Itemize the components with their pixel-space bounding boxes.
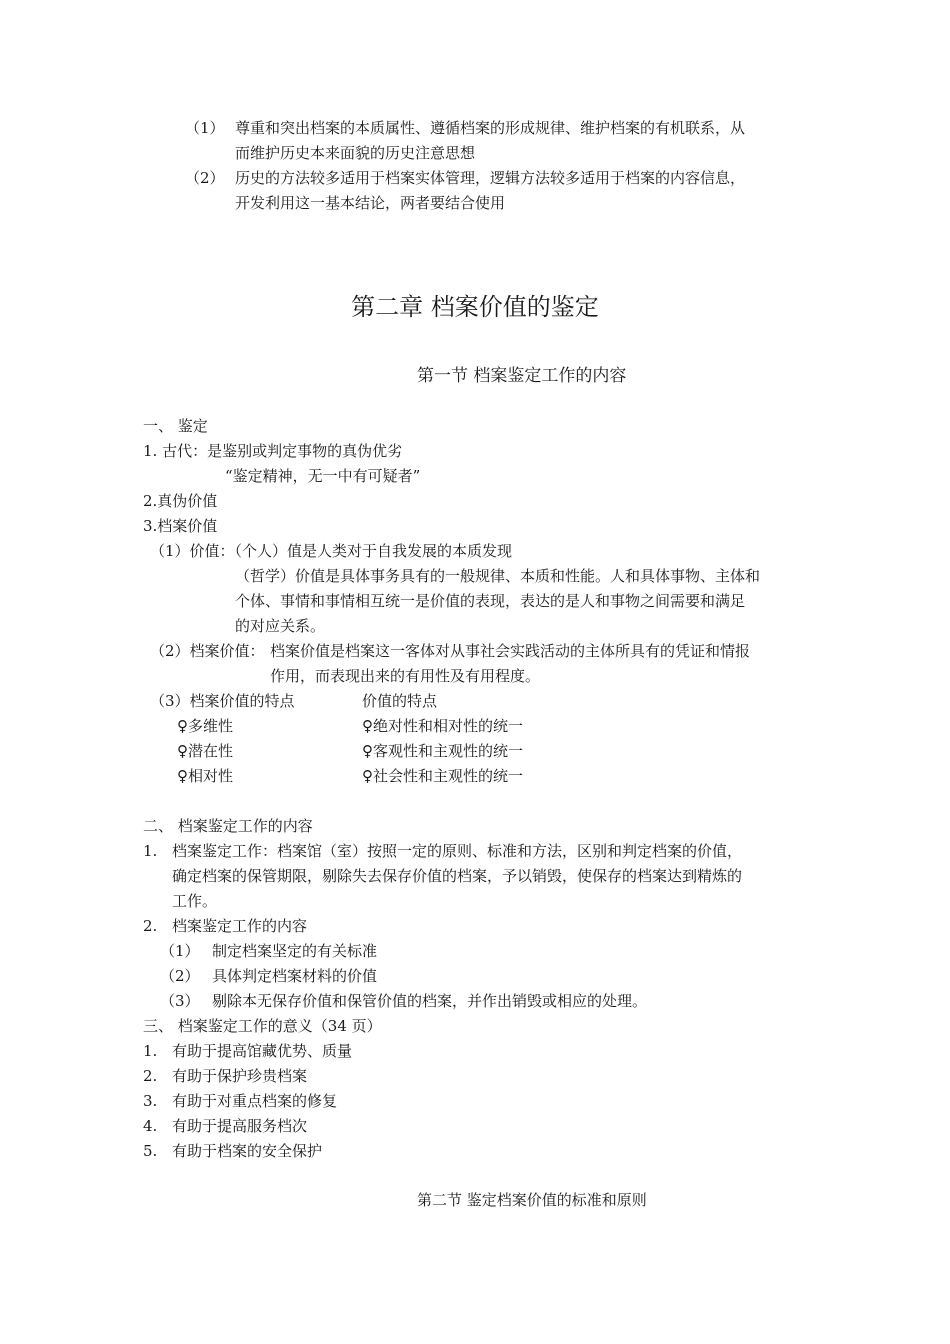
circle-q-icon: ♀ [362, 742, 373, 760]
part-2-content-heading: 档案鉴定工作的内容 [172, 917, 308, 935]
part-3-item-text: 有助于对重点档案的修复 [172, 1092, 338, 1110]
archive-value-features-heading: （3）档案价值的特点 [150, 692, 295, 710]
part-2-sub-number: （2） [160, 967, 200, 985]
part-2-sub-text: 制定档案坚定的有关标准 [212, 942, 378, 960]
value-definition-label: （1）价值： [150, 542, 235, 560]
part-3-item-number: 2. [143, 1067, 158, 1085]
value-definition-philosophy-line1: （哲学）价值是具体事务具有的一般规律、本质和性能。人和具体事物、主体和 [235, 567, 761, 585]
part-2-sub-number: （3） [160, 992, 200, 1010]
feature-right-item [362, 741, 523, 761]
value-features-heading: 价值的特点 [362, 692, 438, 710]
part-2-definition-number: 1. [143, 842, 158, 860]
part-3-item-text: 有助于提高服务档次 [172, 1117, 308, 1135]
circle-q-icon: ♀ [362, 767, 373, 785]
part-3-item-number: 1. [143, 1042, 158, 1060]
part-2-sub-text: 剔除本无保存价值和保管价值的档案，并作出销毁或相应的处理。 [212, 992, 648, 1010]
feature-right-item [362, 766, 523, 786]
intro-item-1-text-line2: 而维护历史本来面貌的历史注意思想 [235, 144, 476, 162]
circle-q-icon: ♀ [177, 742, 188, 760]
intro-item-2-text-line1: 历史的方法较多适用于档案实体管理，逻辑方法较多适用于档案的内容信息， [235, 169, 746, 187]
chapter-title: 第二章 档案价值的鉴定 [351, 293, 599, 321]
feature-left-text: 多维性 [187, 717, 233, 735]
feature-left-text: 相对性 [187, 767, 233, 785]
feature-left-item [177, 766, 233, 786]
intro-item-2-number: （2） [185, 169, 225, 187]
intro-item-1-number: （1） [185, 119, 225, 137]
feature-right-text: 绝对性和相对性的统一 [372, 717, 523, 735]
circle-q-icon: ♀ [177, 717, 188, 735]
value-definition-philosophy-line2: 个体、事情和事情相互统一是价值的表现，表达的是人和事物之间需要和满足 [235, 592, 746, 610]
part-2-definition-line2: 确定档案的保管期限，剔除失去保存价值的档案，予以销毁，使保存的档案达到精炼的 [172, 867, 743, 885]
part-1-item-2: 2.真伪价值 [143, 492, 218, 510]
part-2-content-number: 2. [143, 917, 158, 935]
archive-value-line2: 作用，而表现出来的有用性及有用程度。 [270, 667, 541, 685]
part-3-item-number: 3. [143, 1092, 158, 1110]
circle-q-icon: ♀ [362, 717, 373, 735]
circle-q-icon: ♀ [177, 767, 188, 785]
part-1-item-1: 1. 古代：是鉴别或判定事物的真伪优劣 [143, 442, 403, 460]
feature-left-item [177, 716, 233, 736]
part-1-quote: “鉴定精神，无一中有可疑者” [225, 467, 421, 485]
feature-left-text: 潜在性 [187, 742, 233, 760]
intro-item-2-text-line2: 开发利用这一基本结论，两者要结合使用 [235, 194, 506, 212]
part-1-item-3: 3.档案价值 [143, 517, 218, 535]
section-1-title: 第一节 档案鉴定工作的内容 [417, 366, 627, 386]
archive-value-line1: 档案价值是档案这一客体对从事社会实践活动的主体所具有的凭证和情报 [270, 642, 751, 660]
feature-right-text: 社会性和主观性的统一 [372, 767, 523, 785]
feature-right-item [362, 716, 523, 736]
part-1-heading: 一、 鉴定 [143, 417, 208, 435]
part-3-heading: 三、 档案鉴定工作的意义（34 页） [143, 1017, 382, 1035]
value-definition-philosophy-line3: 的对应关系。 [235, 617, 326, 635]
part-2-heading: 二、 档案鉴定工作的内容 [143, 817, 313, 835]
part-3-item-text: 有助于档案的安全保护 [172, 1142, 323, 1160]
feature-left-item [177, 741, 233, 761]
part-2-sub-number: （1） [160, 942, 200, 960]
section-2-title: 第二节 鉴定档案价值的标准和原则 [417, 1191, 647, 1209]
archive-value-label: （2）档案价值： [150, 642, 265, 660]
part-2-definition-line3: 工作。 [172, 892, 218, 910]
intro-item-1-text-line1: 尊重和突出档案的本质属性、遵循档案的形成规律、维护档案的有机联系，从 [235, 119, 746, 137]
part-3-item-text: 有助于保护珍贵档案 [172, 1067, 308, 1085]
part-3-item-number: 4. [143, 1117, 158, 1135]
part-2-definition-line1: 档案鉴定工作：档案馆（室）按照一定的原则、标准和方法，区别和判定档案的价值， [172, 842, 743, 860]
part-2-sub-text: 具体判定档案材料的价值 [212, 967, 378, 985]
part-3-item-number: 5. [143, 1142, 158, 1160]
value-definition-personal: （个人）值是人类对于自我发展的本质发现 [227, 542, 513, 560]
feature-right-text: 客观性和主观性的统一 [372, 742, 523, 760]
part-3-item-text: 有助于提高馆藏优势、质量 [172, 1042, 353, 1060]
